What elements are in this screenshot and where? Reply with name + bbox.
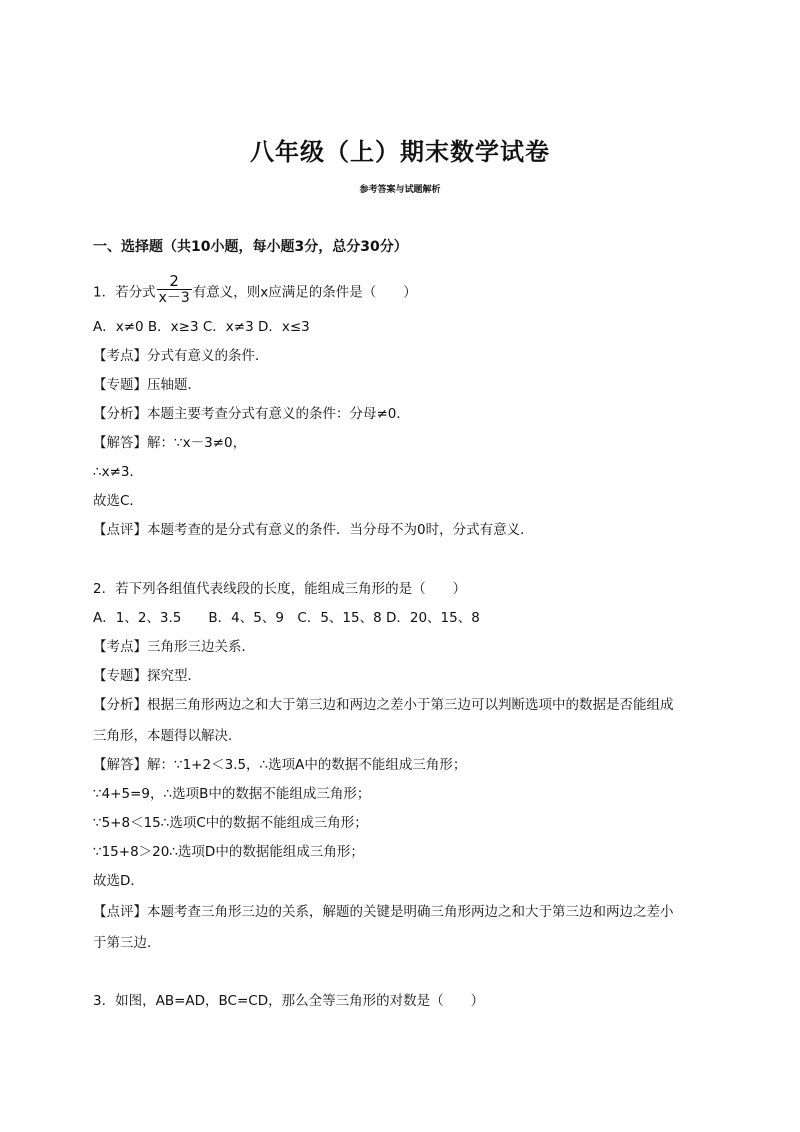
q1-stem-before: 1．若分式	[93, 284, 156, 301]
q1-fraction-numerator: 2	[169, 272, 179, 290]
q1-step: ∴x≠3．	[93, 464, 143, 480]
q1-stem	[93, 272, 417, 309]
q1-kaodian: 【考点】分式有意义的条件．	[93, 348, 269, 364]
q1-zhuanti: 【专题】压轴题．	[93, 377, 201, 393]
q2-step-2: ∵5+8＜15∴选项C中的数据不能组成三角形；	[93, 815, 368, 831]
q1-stem-after: 有意义，则x应满足的条件是（ ）	[192, 284, 417, 301]
q2-dianping-line-2: 于第三边．	[93, 935, 161, 951]
q2-step-1: ∵4+5=9，∴选项B中的数据不能组成三角形；	[93, 786, 371, 802]
q2-kaodian: 【考点】三角形三边关系．	[93, 639, 255, 655]
q1-options: A．x≠0 B．x≥3 C．x≠3 D．x≤3	[93, 319, 310, 335]
q1-fenxi: 【分析】本题主要考查分式有意义的条件：分母≠0．	[93, 406, 410, 422]
q1-fraction-denominator: x－3	[158, 290, 190, 306]
q2-dianping-line-1: 【点评】本题考查三角形三边的关系，解题的关键是明确三角形两边之和大于第三边和两边之差小	[93, 904, 674, 920]
q2-fenxi-line-1: 【分析】根据三角形两边之和大于第三边和两边之差小于第三边可以判断选项中的数据是否能组成	[93, 697, 674, 713]
page-subtitle: 参考答案与试题解析	[359, 185, 441, 195]
q1-fraction	[157, 273, 192, 306]
q2-jieda: 【解答】解：∵1+2＜3.5，∴选项A中的数据不能组成三角形；	[93, 757, 467, 773]
q1-dianping: 【点评】本题考查的是分式有意义的条件．当分母不为0时，分式有意义．	[93, 522, 534, 538]
q2-fenxi-line-2: 三角形，本题得以解决．	[93, 728, 242, 744]
q3-stem: 3．如图，AB=AD，BC=CD，那么全等三角形的对数是（ ）	[93, 993, 485, 1009]
q1-jieda: 【解答】解：∵x－3≠0，	[93, 435, 247, 451]
page-title: 八年级（上）期末数学试卷	[250, 138, 550, 166]
q2-zhuanti: 【专题】探究型．	[93, 668, 201, 684]
q2-options: A．1、2、3.5 B．4、5、9 C．5、15、8 D．20、15、8	[93, 610, 480, 626]
q2-answer: 故选D．	[93, 873, 144, 889]
section-heading: 一、选择题（共10小题，每小题3分，总分30分）	[93, 239, 408, 255]
q2-stem: 2．若下列各组值代表线段的长度，能组成三角形的是（ ）	[93, 581, 467, 597]
q1-answer: 故选C．	[93, 493, 143, 509]
q2-step-3: ∵15+8＞20∴选项D中的数据能组成三角形；	[93, 844, 364, 860]
